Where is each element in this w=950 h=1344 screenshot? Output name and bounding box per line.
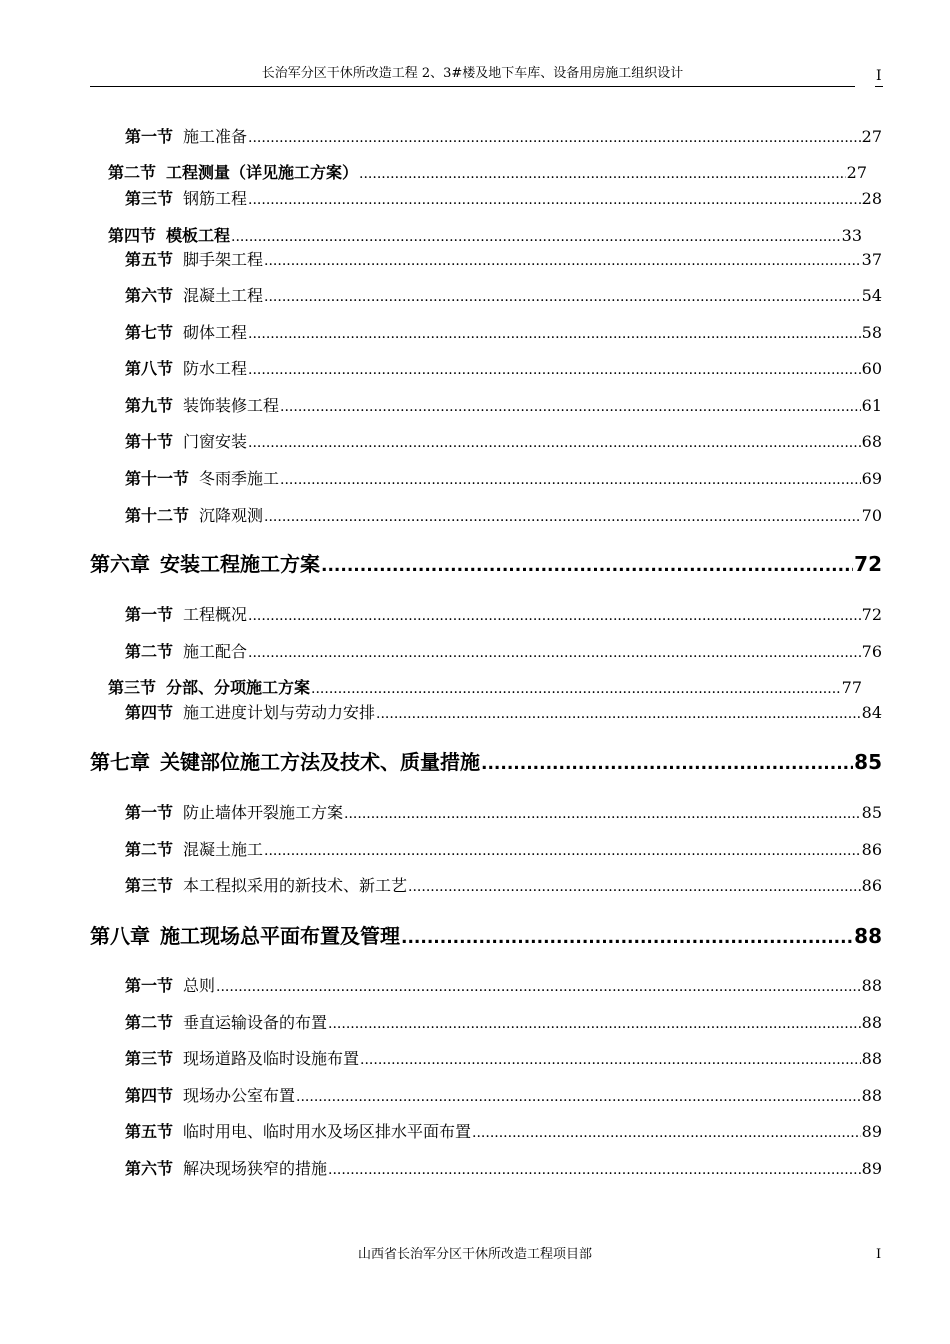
toc-section-entry[interactable]: [108, 162, 867, 184]
toc-entry-number: 第七节: [125, 323, 174, 342]
toc-section-entry[interactable]: [108, 225, 862, 247]
toc-section-entry[interactable]: [125, 641, 882, 663]
toc-page-number: 27: [861, 127, 882, 146]
toc-section-entry[interactable]: [125, 285, 882, 307]
toc-dot-leader: [344, 803, 861, 825]
toc-page-number: 85: [854, 750, 882, 774]
toc-entry-number: 第四节: [125, 1086, 174, 1105]
toc-page-number: 76: [861, 642, 882, 661]
toc-dot-leader: [264, 506, 861, 528]
toc-section-entry[interactable]: [108, 677, 862, 699]
toc-entry-title: 现场办公室布置: [183, 1086, 296, 1105]
toc-entry-title: 装饰装修工程: [183, 396, 280, 415]
toc-entry-title: 门窗安装: [183, 432, 248, 451]
toc-page-number: 54: [861, 286, 882, 305]
header-page-number: I: [875, 66, 883, 87]
toc-entry-number: 第二节: [125, 642, 174, 661]
toc-entry-title: 防止墙体开裂施工方案: [183, 803, 344, 822]
toc-entry-number: 第五节: [125, 1122, 174, 1141]
toc-entry-title: 脚手架工程: [183, 250, 264, 269]
toc-entry-number: 第四节: [108, 226, 157, 245]
toc-dot-leader: [360, 1049, 861, 1071]
toc-section-entry[interactable]: [125, 802, 882, 824]
toc-section-entry[interactable]: [125, 395, 882, 417]
toc-page-number: 88: [861, 976, 882, 995]
toc-entry-number: 第七章: [90, 750, 150, 774]
toc-chapter-entry[interactable]: [90, 550, 882, 578]
toc-page-number: 58: [861, 323, 882, 342]
toc-entry-number: 第一节: [125, 127, 174, 146]
toc-page-number: 89: [861, 1159, 882, 1178]
toc-entry-title: 解决现场狭窄的措施: [183, 1159, 328, 1178]
toc-entry-number: 第四节: [125, 703, 174, 722]
toc-entry-title: 安装工程施工方案: [160, 552, 320, 576]
toc-dot-leader: [264, 840, 861, 862]
toc-entry-number: 第九节: [125, 396, 174, 415]
toc-entry-title: 混凝土施工: [183, 840, 264, 859]
toc-page-number: 88: [861, 1049, 882, 1068]
toc-section-entry[interactable]: [125, 875, 882, 897]
toc-dot-leader: [321, 552, 853, 580]
toc-dot-leader: [280, 396, 861, 418]
toc-page-number: 61: [861, 396, 882, 415]
footer-page-number: I: [876, 1247, 882, 1262]
toc-entry-number: 第三节: [108, 678, 157, 697]
toc-page-number: 89: [861, 1122, 882, 1141]
toc-page-number: 88: [854, 924, 882, 948]
toc-dot-leader: [264, 250, 861, 272]
toc-entry-title: 分部、分项施工方案: [166, 678, 311, 697]
toc-section-entry[interactable]: [125, 126, 882, 148]
toc-section-entry[interactable]: [125, 702, 882, 724]
toc-entry-title: 工程概况: [183, 605, 248, 624]
toc-entry-number: 第二节: [108, 163, 157, 182]
toc-dot-leader: [248, 127, 861, 149]
toc-section-entry[interactable]: [125, 468, 882, 490]
toc-entry-number: 第十节: [125, 432, 174, 451]
toc-dot-leader: [248, 642, 861, 664]
toc-entry-number: 第六章: [90, 552, 150, 576]
toc-entry-number: 第一节: [125, 605, 174, 624]
toc-chapter-entry[interactable]: [90, 922, 882, 950]
toc-dot-leader: [248, 432, 861, 454]
toc-dot-leader: [401, 924, 853, 952]
toc-entry-number: 第十二节: [125, 506, 190, 525]
toc-page-number: 27: [846, 163, 867, 182]
toc-entry-title: 施工准备: [183, 127, 248, 146]
toc-section-entry[interactable]: [125, 322, 882, 344]
toc-entry-number: 第三节: [125, 189, 174, 208]
toc-dot-leader: [481, 750, 853, 778]
toc-section-entry[interactable]: [125, 1158, 882, 1180]
toc-entry-title: 砌体工程: [183, 323, 248, 342]
toc-dot-leader: [328, 1013, 861, 1035]
toc-entry-title: 混凝土工程: [183, 286, 264, 305]
toc-page-number: 28: [861, 189, 882, 208]
toc-page-number: 86: [861, 876, 882, 895]
toc-page-number: 88: [861, 1086, 882, 1105]
toc-section-entry[interactable]: [125, 188, 882, 210]
toc-dot-leader: [264, 286, 861, 308]
toc-dot-leader: [248, 359, 861, 381]
footer-org: 山西省长治军分区干休所改造工程项目部: [357, 1247, 592, 1262]
toc-entry-number: 第一节: [125, 803, 174, 822]
toc-entry-number: 第六节: [125, 1159, 174, 1178]
toc-dot-leader: [311, 678, 841, 700]
toc-page-number: 72: [854, 552, 882, 576]
toc-entry-title: 工程测量（详见施工方案）: [166, 163, 359, 182]
toc-dot-leader: [359, 163, 846, 185]
toc-page-number: 69: [861, 469, 882, 488]
toc-entry-number: 第三节: [125, 1049, 174, 1068]
toc-chapter-entry[interactable]: [90, 748, 882, 776]
toc-dot-leader: [280, 469, 861, 491]
toc-dot-leader: [231, 226, 841, 248]
toc-entry-number: 第八章: [90, 924, 150, 948]
toc-entry-number: 第三节: [125, 876, 174, 895]
toc-entry-number: 第一节: [125, 976, 174, 995]
toc-section-entry[interactable]: [125, 358, 882, 380]
toc-entry-title: 现场道路及临时设施布置: [183, 1049, 360, 1068]
toc-entry-number: 第十一节: [125, 469, 190, 488]
toc-entry-title: 冬雨季施工: [199, 469, 280, 488]
toc-page-number: 72: [861, 605, 882, 624]
toc-section-entry[interactable]: [125, 431, 882, 453]
toc-entry-number: 第八节: [125, 359, 174, 378]
toc-page-number: 37: [861, 250, 882, 269]
toc-entry-title: 沉降观测: [199, 506, 264, 525]
toc-page-number: 77: [841, 678, 862, 697]
toc-dot-leader: [248, 189, 861, 211]
toc-section-entry[interactable]: [125, 1121, 882, 1143]
toc-section-entry[interactable]: [125, 1012, 882, 1034]
toc-section-entry[interactable]: [125, 1048, 882, 1070]
toc-entry-title: 施工进度计划与劳动力安排: [183, 703, 376, 722]
toc-entry-title: 本工程拟采用的新技术、新工艺: [183, 876, 408, 895]
toc-entry-title: 施工现场总平面布置及管理: [160, 924, 400, 948]
toc-dot-leader: [328, 1159, 861, 1181]
toc-dot-leader: [248, 605, 861, 627]
toc-dot-leader: [472, 1122, 861, 1144]
toc-section-entry[interactable]: [125, 505, 882, 527]
toc-entry-number: 第六节: [125, 286, 174, 305]
toc-page-number: 68: [861, 432, 882, 451]
toc-section-entry[interactable]: [125, 604, 882, 626]
toc-entry-number: 第五节: [125, 250, 174, 269]
toc-entry-title: 钢筋工程: [183, 189, 248, 208]
toc-page-number: 60: [861, 359, 882, 378]
toc-entry-title: 总则: [183, 976, 216, 995]
toc-section-entry[interactable]: [125, 1085, 882, 1107]
toc-page-number: 85: [861, 803, 882, 822]
toc-page-number: 84: [861, 703, 882, 722]
toc-dot-leader: [376, 703, 861, 725]
toc-entry-title: 施工配合: [183, 642, 248, 661]
toc-page-number: 33: [841, 226, 862, 245]
header-title: 长治军分区干休所改造工程 2、3#楼及地下车库、设备用房施工组织设计: [261, 66, 684, 81]
toc-section-entry[interactable]: [125, 975, 882, 997]
toc-entry-title: 防水工程: [183, 359, 248, 378]
toc-entry-title: 垂直运输设备的布置: [183, 1013, 328, 1032]
toc-page-number: 86: [861, 840, 882, 859]
toc-entry-number: 第二节: [125, 840, 174, 859]
toc-dot-leader: [248, 323, 861, 345]
toc-page-number: 70: [861, 506, 882, 525]
toc-dot-leader: [296, 1086, 861, 1108]
toc-dot-leader: [408, 876, 861, 898]
toc-section-entry[interactable]: [125, 249, 882, 271]
toc-entry-title: 模板工程: [166, 226, 231, 245]
toc-entry-title: 关键部位施工方法及技术、质量措施: [160, 750, 480, 774]
toc-entry-title: 临时用电、临时用水及场区排水平面布置: [183, 1122, 472, 1141]
toc-entry-number: 第二节: [125, 1013, 174, 1032]
toc-dot-leader: [216, 976, 861, 998]
toc-section-entry[interactable]: [125, 839, 882, 861]
toc-page-number: 88: [861, 1013, 882, 1032]
